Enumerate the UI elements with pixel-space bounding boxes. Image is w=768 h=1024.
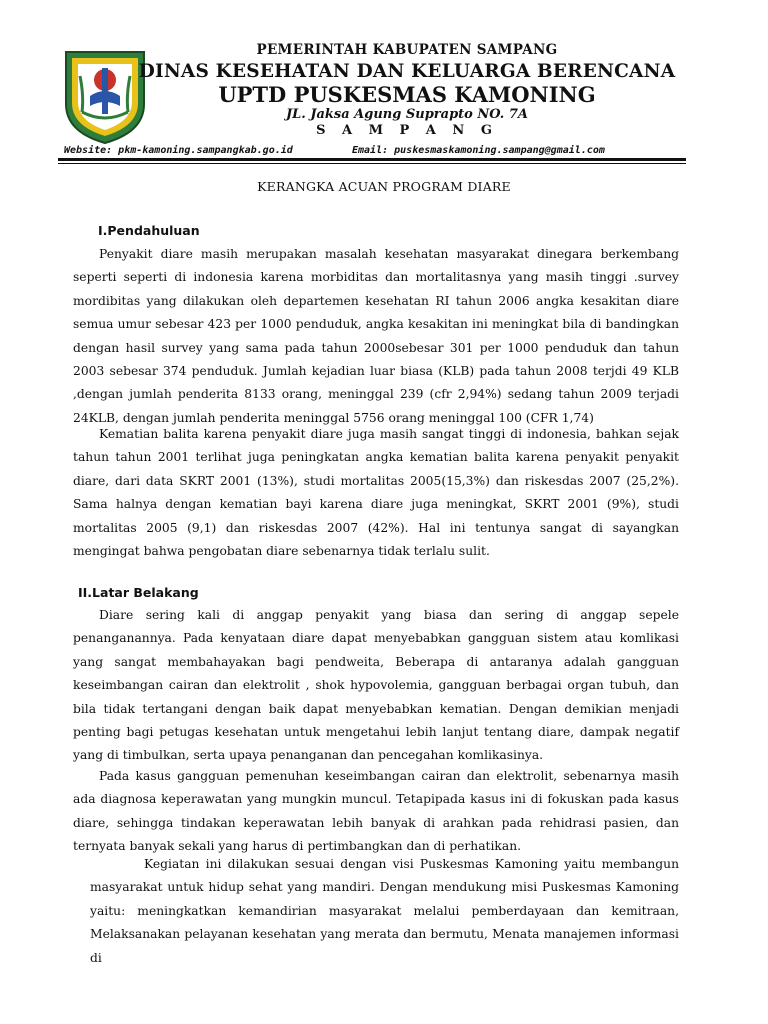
paragraph: Penyakit diare masih merupakan masalah kesehatan masyarakat dinegara berkembang seperti seperti di indonesia karena morbiditas dan mortalitasnya yang masih tinggi .survey mordibitas yang dilakukan oleh departemen kesehatan RI tahun 2006 angka kesakitan diare semua umur sebesar 423 per 1000 penduduk, angka kesakitan ini meningkat bila di bandingkan dengan hasil survey yang sama pada tahun 2000sebesar 301 per 1000 penduduk dan tahun 2003 sebesar 374 penduduk. Jumlah kejadian luar biasa (KLB) pada tahun 2008 terjdi 49 KLB ,dengan jumlah penderita 8133 orang, meninggal 239 (cfr 2,94%) sedang tahun 2009 terjadi 24KLB, dengan jumlah penderita meninggal 5756 orang meninggal 100 (CFR 1,74) — [73, 247, 679, 425]
letterhead-address: JL. Jaksa Agung Suprapto NO. 7A — [285, 107, 528, 122]
paragraph: Kegiatan ini dilakukan sesuai dengan visi Puskesmas Kamoning yaitu membangun masyarakat untuk hidup sehat yang mandiri. Dengan mendukung misi Puskesmas Kamoning yaitu: meningkatkan kemandirian masyarakat melalui pemberdayaan dan kemitraan, Melaksanakan pelayanan kesehatan yang merata dan bermutu, Menata manajemen informasi di — [90, 857, 679, 965]
letterhead-rule-thin — [58, 163, 686, 164]
section-heading-pendahuluan: I.Pendahuluan — [98, 223, 200, 238]
document-title: KERANGKA ACUAN PROGRAM DIARE — [257, 179, 511, 194]
letterhead-rule-thick — [58, 158, 686, 161]
letterhead-website: Website: pkm-kamoning.sampangkab.go.id — [64, 145, 293, 156]
paragraph: Pada kasus gangguan pemenuhan keseimbangan cairan dan elektrolit, sebenarnya masih ada diagnosa keperawatan yang mungkin muncul. Tetapipada kasus ini di fokuskan pada kasus diare, sehingga tindakan keperawatan lebih banyak di arahkan pada rehidrasi pasien, dan ternyata banyak sekali yang harus di pertimbangkan dan di perhatikan. — [73, 769, 679, 854]
letterhead-department: DINAS KESEHATAN DAN KELUARGA BERENCANA — [138, 61, 676, 82]
paragraph: Kematian balita karena penyakit diare juga masih sangat tinggi di indonesia, bahkan sejak tahun tahun 2001 terlihat juga peningkatan angka kematian balita karena penyakit penyakit diare, dari data SKRT 2001 (13%), studi mortalitas 2005(15,3%) dan riskesdas 2007 (25,2%). Sama halnya dengan kematian bayi karena diare juga meningkat, SKRT 2001 (9%), studi mortalitas 2005 (9,1) dan riskesdas 2007 (42%). Hal ini tentunya sangat di sayangkan mengingat bahwa pengobatan diare sebenarnya tidak terlalu sulit. — [73, 427, 679, 559]
letterhead-city: S A M P A N G — [316, 123, 498, 138]
paragraph: Diare sering kali di anggap penyakit yang biasa dan sering di anggap sepele penanganannya. Pada kenyataan diare dapat menyebabkan gangguan sistem atau komlikasi yang sangat membahayakan bagi pendweita, Beberapa di antaranya adalah gangguan keseimbangan cairan dan elektrolit , shok hypovolemia, gangguan berbagai organ tubuh, dan bila tidak tertangani dengan baik dapat menyebabkan kematian. Dengan demikian menjadi penting bagi petugas kesehatan untuk mengetahui lebih lanjut tentang diare, dampak negatif yang di timbulkan, serta upaya penanganan dan pencegahan komlikasinya. — [73, 608, 679, 763]
letterhead-institution: UPTD PUSKESMAS KAMONING — [218, 82, 596, 107]
letterhead-email: Email: puskesmaskamoning.sampang@gmail.com — [352, 145, 605, 156]
section-heading-latar-belakang: II.Latar Belakang — [78, 585, 199, 600]
letterhead-government: PEMERINTAH KABUPATEN SAMPANG — [256, 42, 558, 58]
